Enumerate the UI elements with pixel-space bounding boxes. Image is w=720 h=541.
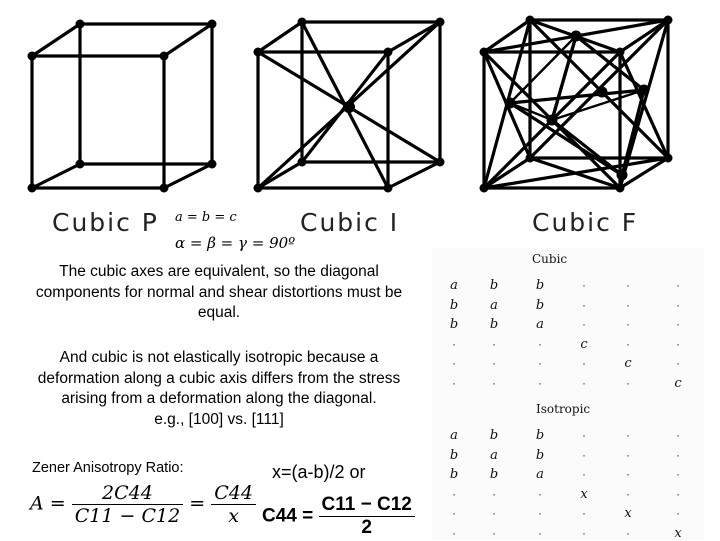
matrix-cell: a xyxy=(490,447,498,463)
matrix-cell: · xyxy=(676,506,680,520)
matrix-cell: · xyxy=(452,506,456,520)
matrix-cell: · xyxy=(676,278,680,292)
matrix-cell: · xyxy=(626,375,630,390)
matrix-cell: b xyxy=(449,297,459,313)
matrix-cell: b xyxy=(535,428,545,443)
matrix-cell: · xyxy=(626,278,630,292)
matrix-cell: b xyxy=(535,278,545,293)
matrix-cell: b xyxy=(489,428,499,443)
matrix-cell: b xyxy=(489,467,499,482)
bravais-lattice-drawings xyxy=(0,0,720,215)
matrix-cell: · xyxy=(492,375,496,390)
cubic-i-label: Cubic I xyxy=(300,208,400,237)
matrix-cell: a xyxy=(450,428,458,443)
matrix-cell: a xyxy=(490,297,498,313)
cubic-p-cube xyxy=(32,24,212,188)
matrix-cell: c xyxy=(674,375,682,391)
c44-num: C11 − C12 xyxy=(319,494,415,517)
matrix-cell: · xyxy=(538,486,542,501)
matrix-cell: b xyxy=(535,297,545,313)
matrix-cell: · xyxy=(492,486,496,501)
matrix-cell: · xyxy=(626,317,630,331)
matrix-cell: · xyxy=(626,447,630,462)
cubic-p-label: Cubic P xyxy=(52,208,159,237)
matrix-cell: c xyxy=(580,336,588,352)
matrix-cell: · xyxy=(452,486,456,501)
matrix-cell: · xyxy=(626,428,630,442)
matrix-cell: b xyxy=(489,317,499,332)
c44-fraction xyxy=(319,494,415,539)
anisotropy-paragraph xyxy=(18,348,420,430)
cubic-axes-paragraph: The cubic axes are equivalent, so the diagonal components for normal and shear distortions must be equal. xyxy=(35,263,403,321)
matrix-cell: · xyxy=(492,525,496,540)
matrix-cell: · xyxy=(582,428,586,442)
matrix-cell: · xyxy=(582,375,586,390)
matrix-cell: c xyxy=(624,356,632,371)
matrix-cell: · xyxy=(626,486,630,501)
matrix-cell: · xyxy=(626,336,630,351)
matrix-cell: x xyxy=(580,486,588,502)
matrix-cell: · xyxy=(582,447,586,462)
matrix-cell: · xyxy=(676,467,680,481)
matrix-cell: · xyxy=(452,356,456,370)
matrix-cell: · xyxy=(452,336,456,351)
matrix-cell: · xyxy=(582,467,586,481)
zener-equals: = xyxy=(189,492,206,515)
matrix-cell: a xyxy=(536,317,544,332)
matrix-cell: · xyxy=(582,297,586,312)
matrix-cell: a xyxy=(450,278,458,293)
zener-den-1: C11 − C12 xyxy=(74,505,181,527)
zener-ratio-label: Zener Anisotropy Ratio: xyxy=(32,460,184,476)
lattice-angle-condition: α = β = γ = 90º xyxy=(175,234,296,252)
c44-lhs: C44 = xyxy=(262,505,314,527)
matrix-cell: · xyxy=(676,428,680,442)
matrix-cell: b xyxy=(535,447,545,463)
matrix-cell: · xyxy=(538,525,542,540)
matrix-cell: · xyxy=(582,278,586,292)
zener-den-2: x xyxy=(228,505,239,527)
matrix-cell: · xyxy=(492,356,496,370)
matrix-cell: x xyxy=(624,506,632,521)
matrix-cell: · xyxy=(582,506,586,520)
matrix-cell: b xyxy=(449,467,459,482)
zener-fraction-1 xyxy=(72,482,183,527)
matrix-cell: a xyxy=(536,467,544,482)
lattice-length-condition: a = b = c xyxy=(175,210,237,225)
x-definition: x=(a-b)/2 or xyxy=(272,462,366,482)
zener-lhs: A = xyxy=(30,492,66,515)
cubic-f-label: Cubic F xyxy=(532,208,639,237)
matrix-cell: · xyxy=(582,317,586,331)
matrix-cell: · xyxy=(538,336,542,351)
zener-num-2: C44 xyxy=(211,482,256,505)
matrix-cell: · xyxy=(492,336,496,351)
matrix-cell: · xyxy=(676,356,680,370)
matrix-cell: · xyxy=(676,317,680,331)
matrix-cell: · xyxy=(582,356,586,370)
matrix-cell: · xyxy=(582,525,586,540)
c44-formula xyxy=(262,494,415,539)
matrix-cell: · xyxy=(538,356,542,370)
zener-num-1: 2C44 xyxy=(72,482,183,505)
matrix-cell: b xyxy=(449,447,459,463)
matrix-cell: · xyxy=(676,447,680,462)
matrix-cell: · xyxy=(492,506,496,520)
matrix-cell: · xyxy=(676,336,680,351)
matrix-cell: · xyxy=(452,375,456,390)
matrix-cell: x xyxy=(674,525,682,541)
c44-den: 2 xyxy=(361,517,372,538)
matrix-cell: · xyxy=(538,506,542,520)
zener-fraction-2 xyxy=(211,482,256,527)
matrix-cell: · xyxy=(676,486,680,501)
matrix-cell: · xyxy=(452,525,456,540)
anisotropy-explanation: And cubic is not elastically isotropic because a deformation along a cubic axis differs from the stress arising from a deformation along the diagonal. xyxy=(37,349,401,407)
isotropic-matrix-title: Isotropic xyxy=(536,402,591,416)
matrix-cell: · xyxy=(676,297,680,312)
cubic-matrix-title: Cubic xyxy=(532,252,568,266)
matrix-cell: · xyxy=(538,375,542,390)
zener-formula xyxy=(30,482,256,527)
stiffness-matrices-panel xyxy=(432,248,704,540)
matrix-cell: · xyxy=(626,467,630,481)
matrix-cell: b xyxy=(449,317,459,332)
matrix-cell: · xyxy=(626,297,630,312)
matrix-cell: b xyxy=(489,278,499,293)
matrix-cell: · xyxy=(626,525,630,540)
direction-example: e.g., [100] vs. [111] xyxy=(154,410,284,428)
